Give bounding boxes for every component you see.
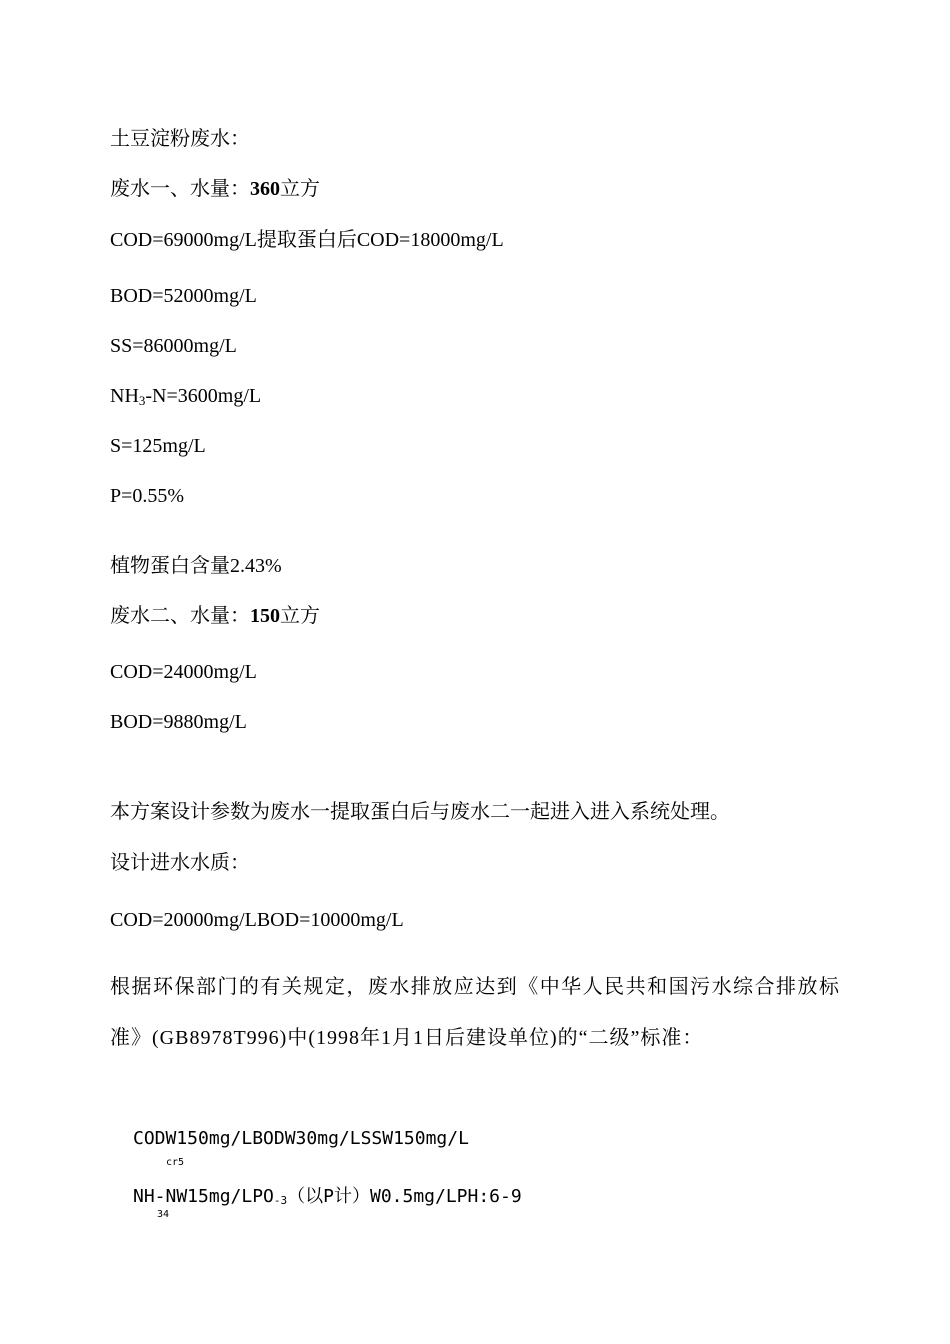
design-statement: 本方案设计参数为废水一提取蛋白后与废水二一起进入进入系统处理。 <box>110 801 730 823</box>
wastewater-1-label: 废水一、水量： <box>110 178 250 200</box>
nh-subscript: 3 <box>138 393 146 408</box>
limits-line-2 <box>133 1185 522 1213</box>
limits-line-2-part-b: （以P计）W0.5mg/LPH:6-9 <box>287 1186 522 1207</box>
section-heading: 土豆淀粉废水： <box>110 128 250 150</box>
wastewater-1-cod: COD=69000mg/L提取蛋白后COD=18000mg/L <box>110 229 504 251</box>
design-influent-values: COD=20000mg/LBOD=10000mg/L <box>110 909 404 931</box>
discharge-standard-paragraph: 根据环保部门的有关规定，废水排放应达到《中华人民共和国污水综合排放标准》(GB8978T996)中(1998年1月1日后建设单位)的“二级”标准： <box>110 976 840 1049</box>
wastewater-1-header <box>110 177 320 201</box>
wastewater-1-s: S=125mg/L <box>110 435 206 457</box>
wastewater-1-unit: 立方 <box>280 178 320 200</box>
limits-line-2-small: 34 <box>157 1209 170 1220</box>
limits-line-2-part-a: NH-NW15mg/LPO <box>133 1186 274 1207</box>
wastewater-1-p: P=0.55% <box>110 485 185 507</box>
design-influent-label: 设计进水水质： <box>110 852 250 874</box>
wastewater-2-cod: COD=24000mg/L <box>110 661 257 683</box>
wastewater-2-unit: 立方 <box>280 605 320 627</box>
wastewater-1-nh3n <box>110 384 261 413</box>
wastewater-2-header <box>110 604 320 628</box>
wastewater-2-volume: 150 <box>250 605 280 627</box>
wastewater-2-bod: BOD=9880mg/L <box>110 711 247 733</box>
limits-line-1: CODW150mg/LBODW30mg/LSSW150mg/L <box>133 1128 469 1149</box>
limits-line-1-subscript: cr5 <box>166 1157 185 1168</box>
limits-line-2-subscript: -3 <box>273 1194 288 1207</box>
wastewater-1-protein: 植物蛋白含量2.43% <box>110 555 282 577</box>
wastewater-1-bod: BOD=52000mg/L <box>110 285 257 307</box>
wastewater-1-volume: 360 <box>250 178 280 200</box>
nh-rest: -N=3600mg/L <box>145 385 262 407</box>
wastewater-2-label: 废水二、水量： <box>110 605 250 627</box>
wastewater-1-ss: SS=86000mg/L <box>110 335 237 357</box>
nh-prefix: NH <box>110 385 139 407</box>
